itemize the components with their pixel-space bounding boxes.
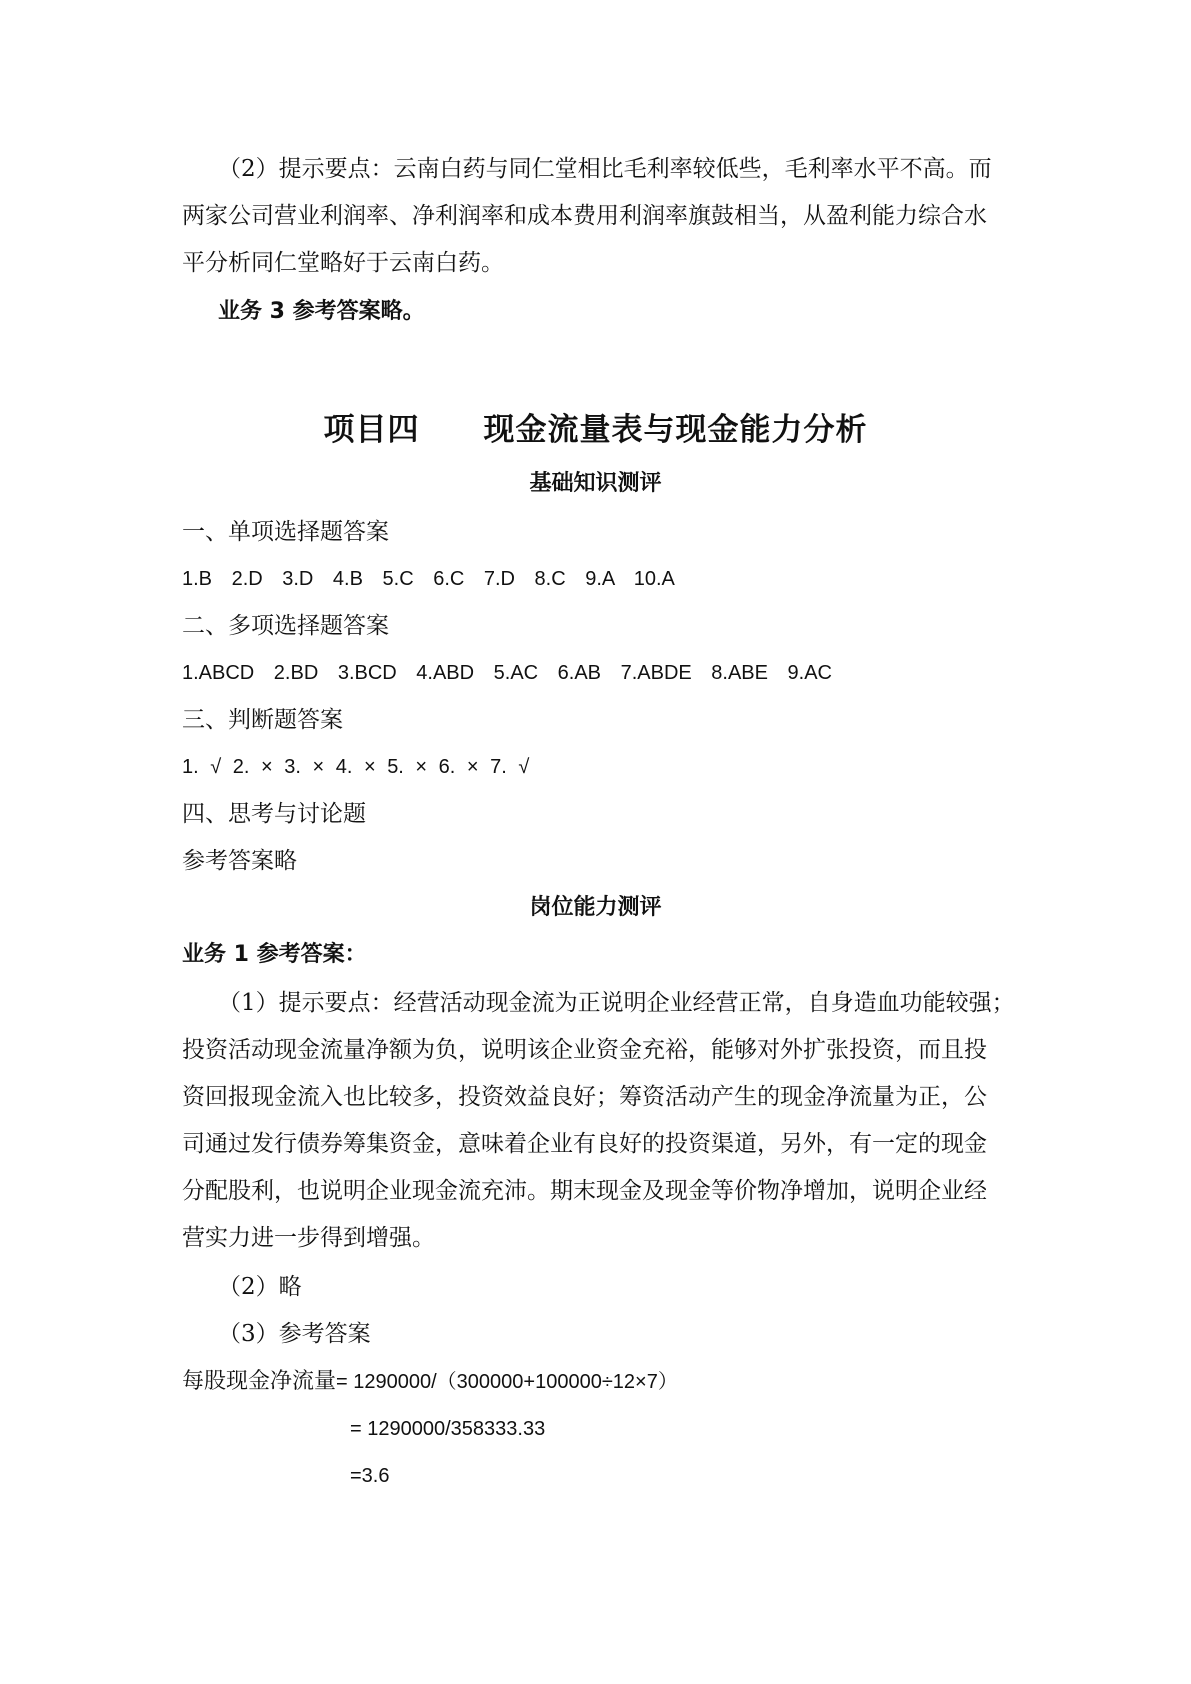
question-heading: 三、判断题答案 [182, 707, 343, 733]
question-heading: 四、思考与讨论题 [182, 801, 366, 827]
paragraph-line: 两家公司营业利润率、净利润率和成本费用利润率旗鼓相当，从盈利能力综合水 [182, 203, 987, 229]
answer-list: 1. √ 2. × 3. × 4. × 5. × 6. × 7. √ [182, 756, 530, 778]
formula-expression: = 1290000/（300000+100000÷12×7） [336, 1371, 678, 1393]
formula-label: 每股现金净流量 [182, 1369, 337, 1394]
question-heading: 一、单项选择题答案 [182, 519, 389, 545]
formula-result: =3.6 [350, 1465, 390, 1487]
paragraph-line: 投资活动现金流量净额为负，说明该企业资金充裕，能够对外扩张投资，而且投 [182, 1037, 987, 1063]
answer-text: 参考答案略 [182, 848, 297, 874]
question-heading: 二、多项选择题答案 [182, 613, 389, 639]
paragraph-line: 司通过发行债券筹集资金，意味着企业有良好的投资渠道，另外，有一定的现金 [182, 1131, 987, 1157]
paragraph-line: （2）略 [218, 1274, 302, 1300]
paragraph-line: 平分析同仁堂略好于云南白药。 [182, 250, 504, 276]
paragraph-line: （2）提示要点：云南白药与同仁堂相比毛利率较低些，毛利率水平不高。而 [218, 156, 992, 182]
paragraph-line: （1）提示要点：经营活动现金流为正说明企业经营正常，自身造血功能较强； [218, 990, 1015, 1016]
section-heading-basic: 基础知识测评 [529, 471, 662, 496]
task3-note: 业务 3 参考答案略。 [218, 299, 425, 324]
answer-list: 1.B 2.D 3.D 4.B 5.C 6.C 7.D 8.C 9.A 10.A [182, 568, 675, 590]
section-heading-position: 岗位能力测评 [529, 895, 662, 920]
paragraph-line: （3）参考答案 [218, 1321, 371, 1347]
formula-line: = 1290000/358333.33 [350, 1418, 546, 1440]
paragraph-line: 分配股利，也说明企业现金流充沛。期末现金及现金等价物净增加，说明企业经 [182, 1178, 987, 1204]
task1-heading: 业务 1 参考答案： [182, 942, 367, 967]
project-title: 项目四 现金流量表与现金能力分析 [323, 412, 868, 448]
formula-line [182, 1367, 1022, 1397]
answer-list: 1.ABCD 2.BD 3.BCD 4.ABD 5.AC 6.AB 7.ABDE 8.ABE 9.AC [182, 662, 832, 684]
paragraph-line: 资回报现金流入也比较多，投资效益良好；筹资活动产生的现金净流量为正，公 [182, 1084, 987, 1110]
paragraph-line: 营实力进一步得到增强。 [182, 1225, 435, 1251]
